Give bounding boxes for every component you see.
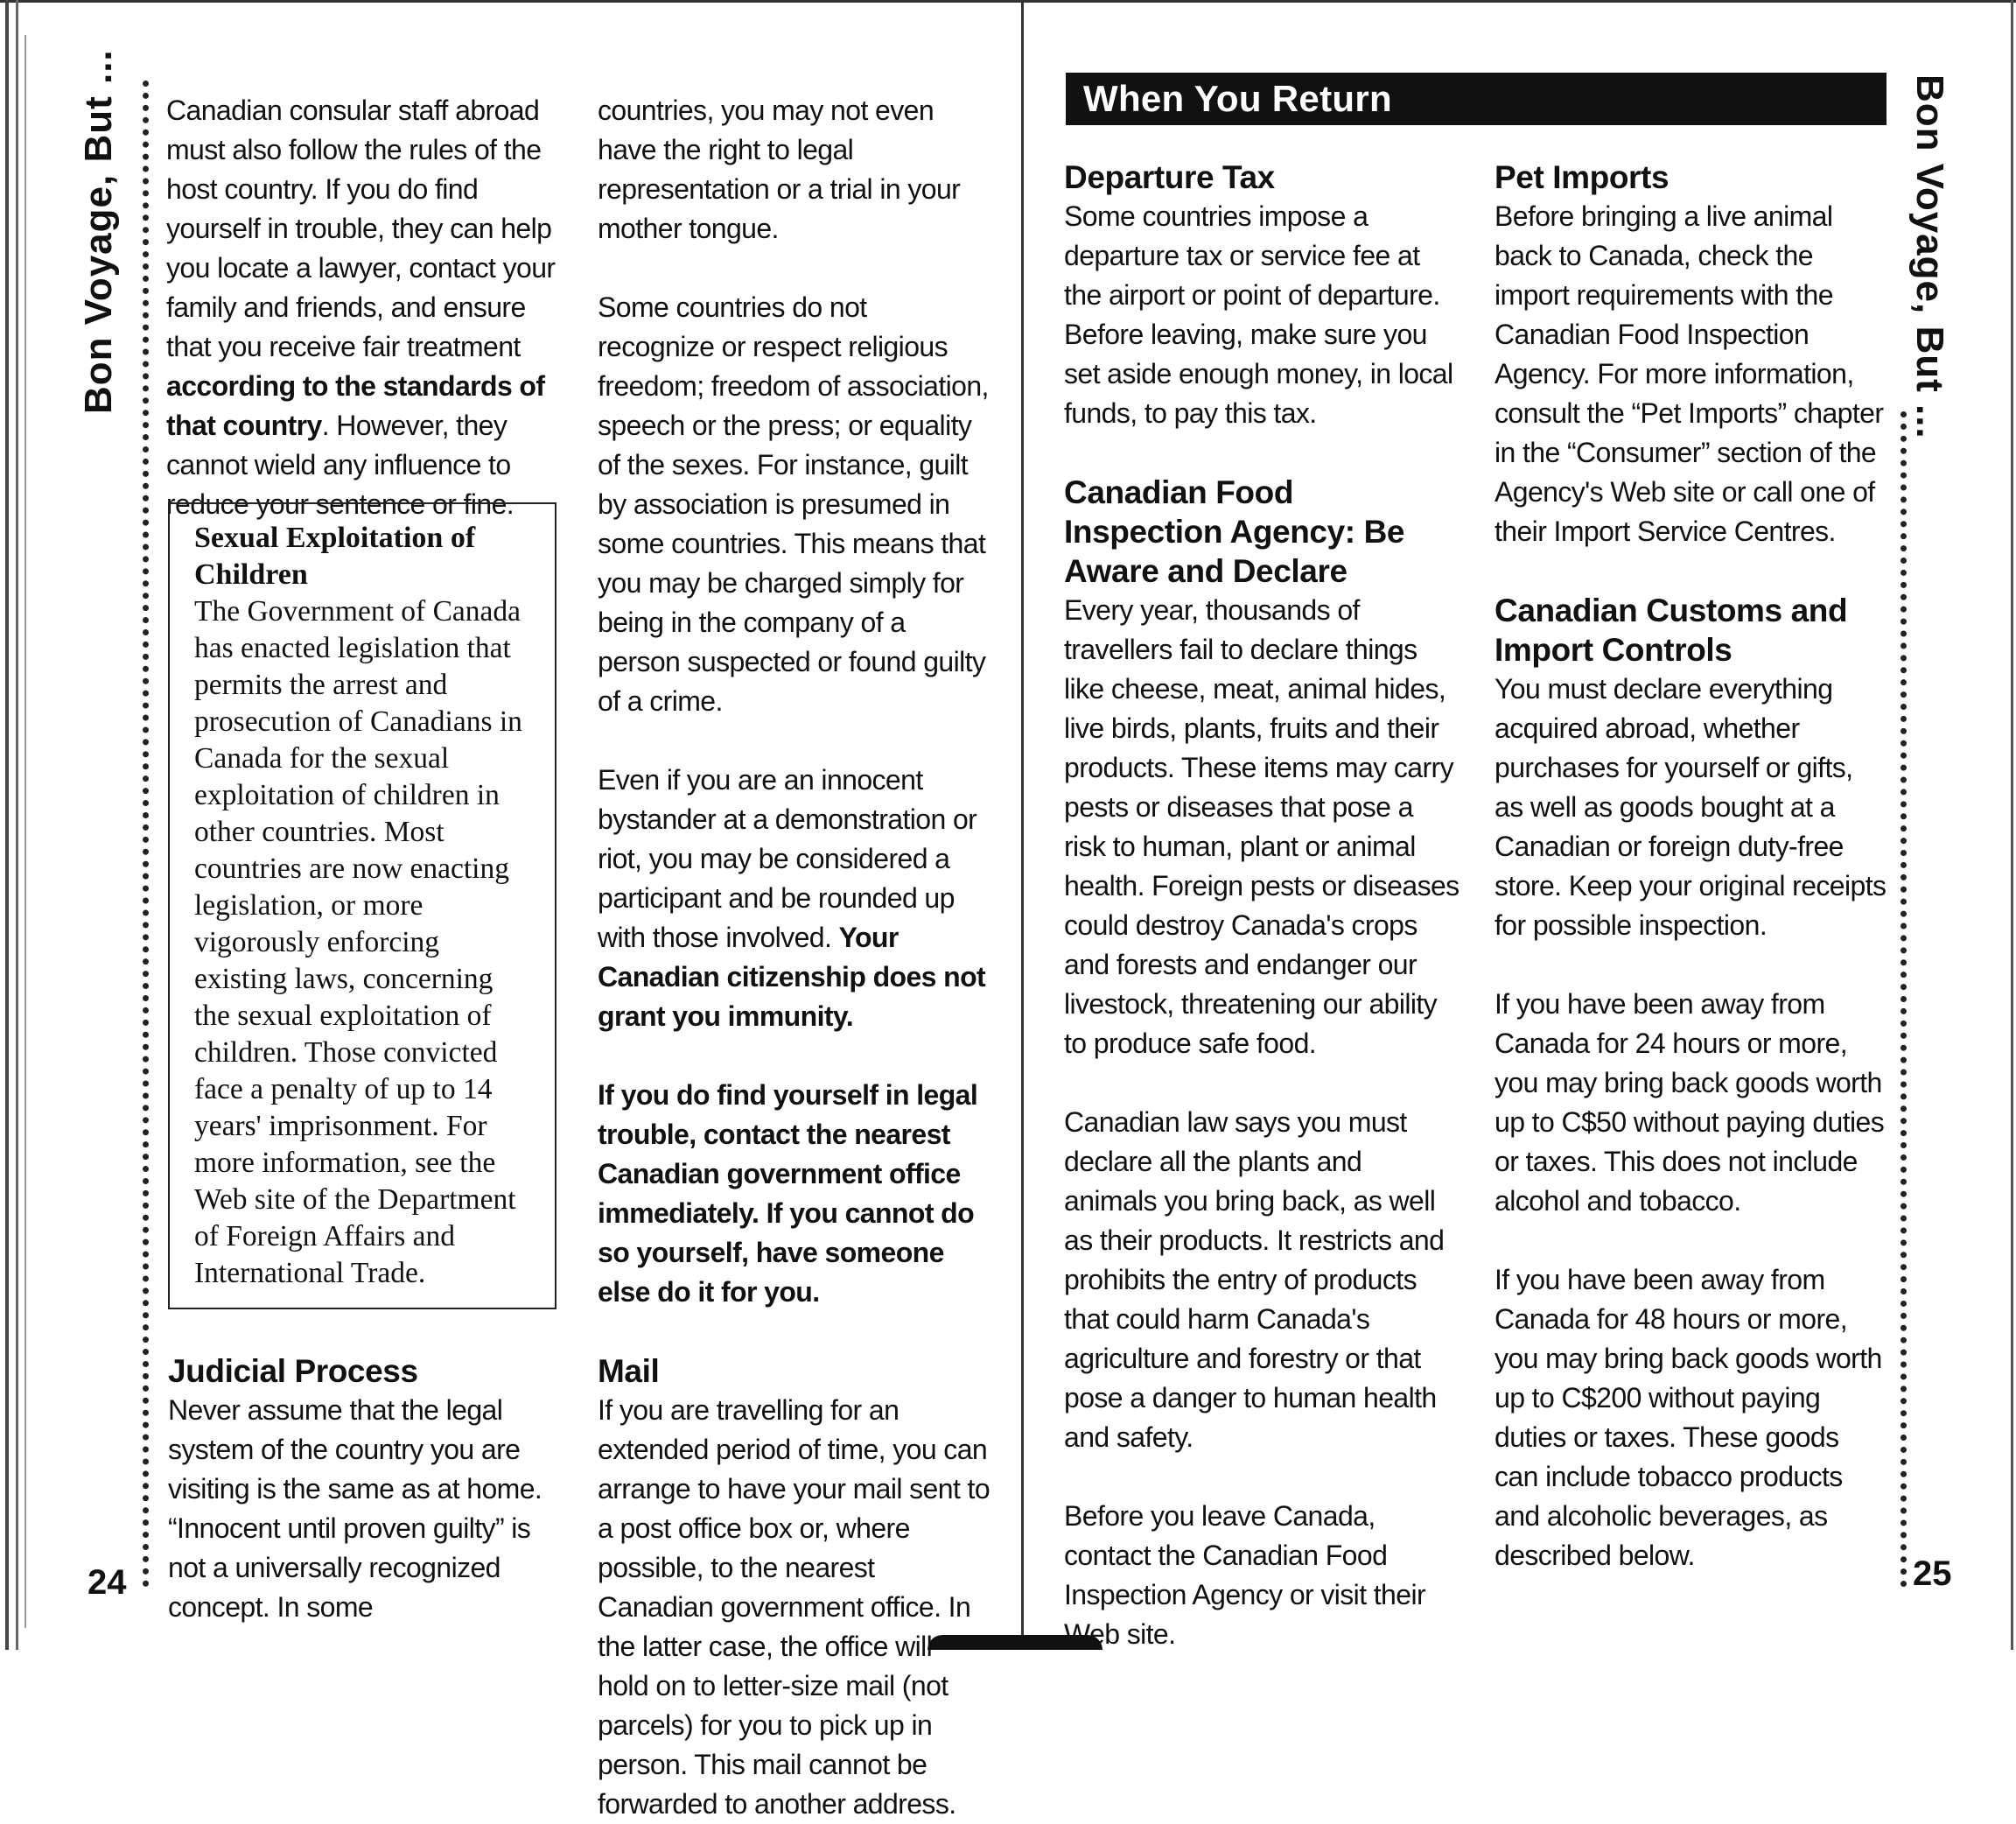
left-dotted-rule (143, 81, 149, 1588)
departure-heading: Departure Tax (1064, 159, 1275, 195)
cfia-body: Every year, thousands of travellers fail to declare things like cheese, meat, animal hides, live birds, plants, fruits and their products. These items may carry pests or diseases that pose a risk to human, plant or animal health. Foreign pests or diseases could destroy Canada's crops and forests and endanger our livestock, threatening our ability to produce safe food. (1064, 594, 1460, 1059)
sexual-exploitation-box (168, 502, 556, 1309)
left-edge-mark-2 (16, 0, 18, 1650)
col2-paragraph-3 (598, 761, 990, 1036)
box-title: Sexual Exploitation of Children (194, 522, 476, 591)
mail-body: If you are travelling for an extended period of time, you can arrange to have your mail sent to a post office box or, where possible, to the nearest Canadian government office. In the latter case, the office will hold on to letter-size mail (not parcels) for you to pick up in person. This mail cannot be forwarded to another address. (598, 1394, 990, 1820)
cfia-heading: Canadian Food Inspection Agency: Be Aware and Declare (1064, 474, 1405, 589)
right-page-number: 25 (1913, 1554, 1952, 1593)
left-side-title: Bon Voyage, But ... (77, 49, 120, 414)
judicial-heading: Judicial Process (168, 1353, 418, 1389)
law-body: Canadian law says you must declare all the plants and animals you bring back, as well as their products. It restricts and prohibits the entry of products that could harm Canada's agriculture and forestry or that pose a danger to human health and safety. (1064, 1106, 1445, 1453)
when-you-return-banner: When You Return (1066, 73, 1886, 125)
pet-body: Before bringing a live animal back to Canada, check the import requirements with the Canadian Food Inspection Agency. For more information, consult the “Pet Imports” chapter in the “Consumer” section of the Agency's Web site or call one of their Import Service Centres. (1494, 200, 1884, 547)
col2-paragraph-2: Some countries do not recognize or respect religious freedom; freedom of association, speech or the press; or equality of the sexes. For instance, guilt by association is presumed in some countries. This means that you may be charged simply for being in the company of a person suspected or found guilty of a crime. (598, 291, 989, 717)
paragraph-24-hours: If you have been away from Canada for 24 hours or more, you may bring back goods worth up to C$50 without paying duties or taxes. This does not include alcohol and tobacco. (1494, 988, 1885, 1217)
col2-paragraph-3-bold: Your Canadian citizenship does not grant you immunity. (598, 922, 986, 1032)
right-edge-mark (2011, 0, 2013, 1650)
col2-paragraph-4: If you do find yourself in legal trouble, contact the nearest Canadian government office immediately. If you cannot do so yourself, have someone else do it for you. (598, 1079, 978, 1308)
before-body: Before you leave Canada, contact the Canadian Food Inspection Agency or visit their Web site. (1064, 1500, 1426, 1650)
consular-text-1: Canadian consular staff abroad must also follow the rules of the host country. If you do find yourself in trouble, they can help you locate a lawyer, contact your family and friends, and ensure that you receive fair treatment (166, 95, 556, 362)
right-dotted-rule (1900, 411, 1907, 1588)
departure-body: Some countries impose a departure tax or service fee at the airport or point of departure. Before leaving, make sure you set aside enough money, in local funds, to pay this tax. (1064, 200, 1453, 429)
left-edge-mark (5, 0, 9, 1650)
customs-body: You must declare everything acquired abroad, whether purchases for yourself or gifts, as well as goods bought at a Canadian or foreign duty-free store. Keep your original receipts for possible inspection. (1494, 673, 1886, 941)
column-4 (1494, 158, 1886, 1575)
left-edge-mark-3 (24, 35, 26, 1628)
judicial-body: Never assume that the legal system of the country you are visiting is the same as at home. “Innocent until proven guilty” is not a universally recognized concept. In some (168, 1394, 542, 1623)
consular-text-2: . However, they cannot wield any influence to reduce your sentence or fine. (166, 410, 514, 520)
column-1 (166, 91, 562, 524)
gutter-line (1021, 0, 1024, 1650)
mail-heading: Mail (598, 1353, 660, 1389)
left-page-number: 24 (88, 1563, 127, 1602)
box-body: The Government of Canada has enacted legislation that permits the arrest and prosecution of Canadians in Canada for the sexual exploitation of children in other countries. Most countries are now enacting legislation, or more vigorously enforcing existing laws, concerning the sexual exploitation of children. Those convicted face a penalty of up to 14 years' imprisonment. For more information, see the Web site of the Department of Foreign Affairs and International Trade. (194, 595, 522, 1289)
col2-paragraph-1: countries, you may not even have the right to legal representation or a trial in your mother tongue. (598, 95, 961, 244)
paragraph-48-hours: If you have been away from Canada for 48 hours or more, you may bring back goods worth up to C$200 without paying duties or taxes. These goods can include tobacco products and alcoholic beverages, as described below. (1494, 1264, 1882, 1571)
column-2 (598, 91, 990, 1824)
judicial-section (168, 1351, 564, 1627)
right-side-title: Bon Voyage, But ... (1908, 74, 1951, 439)
customs-heading: Canadian Customs and Import Controls (1494, 593, 1848, 668)
pet-heading: Pet Imports (1494, 159, 1670, 195)
top-edge-line (0, 0, 2016, 3)
consular-paragraph (166, 91, 562, 524)
column-3 (1064, 158, 1460, 1654)
consular-text-bold: according to the standards of that country (166, 370, 545, 441)
col2-paragraph-3-text: Even if you are an innocent bystander at a demonstration or riot, you may be considered a participant and be rounded up with those involved. (598, 764, 977, 953)
